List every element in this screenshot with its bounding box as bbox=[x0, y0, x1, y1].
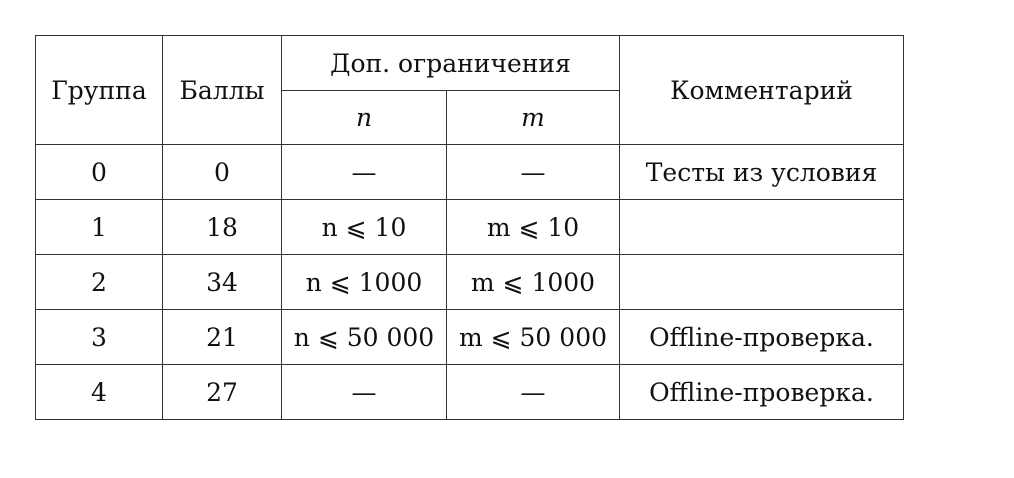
header-row bbox=[36, 36, 904, 91]
header-n: n bbox=[282, 91, 447, 145]
cell-n: — bbox=[282, 365, 447, 420]
cell-group: 2 bbox=[36, 255, 163, 310]
subtasks-table bbox=[35, 35, 904, 420]
cell-group: 3 bbox=[36, 310, 163, 365]
table-row bbox=[36, 310, 904, 365]
cell-comment: Offline-проверка. bbox=[620, 310, 904, 365]
cell-comment bbox=[620, 255, 904, 310]
cell-comment bbox=[620, 200, 904, 255]
cell-n: n ⩽ 10 bbox=[282, 200, 447, 255]
table-row bbox=[36, 145, 904, 200]
cell-score: 18 bbox=[163, 200, 282, 255]
cell-m: — bbox=[447, 365, 620, 420]
cell-m: m ⩽ 10 bbox=[447, 200, 620, 255]
header-m: m bbox=[447, 91, 620, 145]
cell-group: 0 bbox=[36, 145, 163, 200]
cell-comment: Offline-проверка. bbox=[620, 365, 904, 420]
header-score: Баллы bbox=[163, 36, 282, 145]
cell-n: — bbox=[282, 145, 447, 200]
cell-group: 1 bbox=[36, 200, 163, 255]
cell-group: 4 bbox=[36, 365, 163, 420]
cell-n: n ⩽ 50 000 bbox=[282, 310, 447, 365]
table-row bbox=[36, 365, 904, 420]
cell-m: m ⩽ 50 000 bbox=[447, 310, 620, 365]
cell-n: n ⩽ 1000 bbox=[282, 255, 447, 310]
header-group: Группа bbox=[36, 36, 163, 145]
cell-m: — bbox=[447, 145, 620, 200]
table-row bbox=[36, 255, 904, 310]
cell-m: m ⩽ 1000 bbox=[447, 255, 620, 310]
cell-score: 34 bbox=[163, 255, 282, 310]
cell-comment: Тесты из условия bbox=[620, 145, 904, 200]
header-comment: Комментарий bbox=[620, 36, 904, 145]
table-row bbox=[36, 200, 904, 255]
cell-score: 0 bbox=[163, 145, 282, 200]
cell-score: 21 bbox=[163, 310, 282, 365]
header-constraints: Доп. ограничения bbox=[282, 36, 620, 91]
cell-score: 27 bbox=[163, 365, 282, 420]
